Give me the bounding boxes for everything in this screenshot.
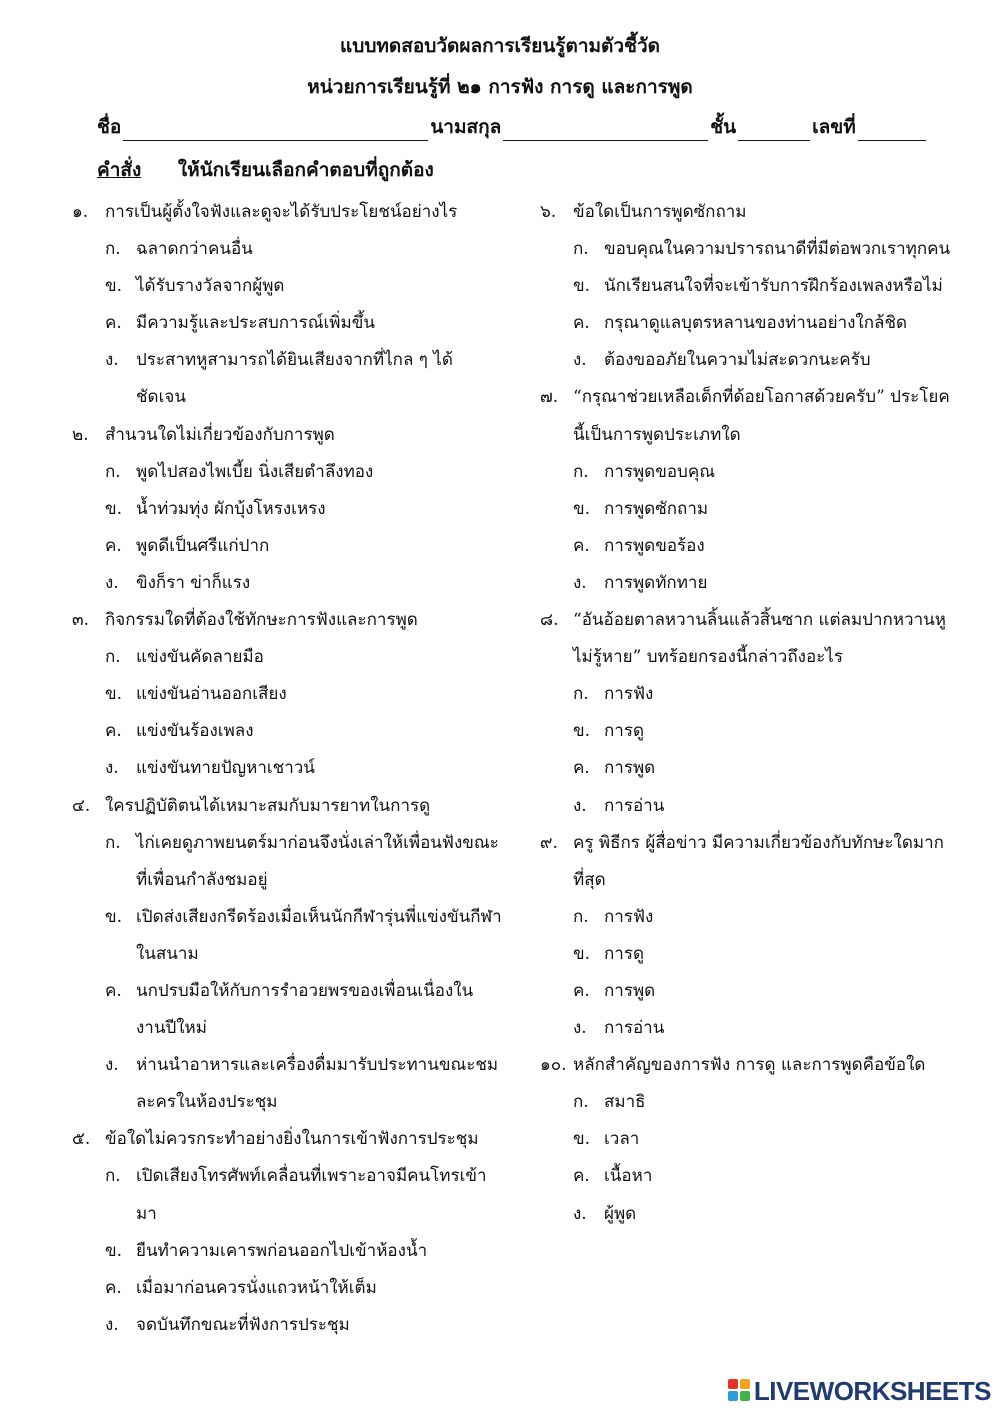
option-letter: ง.: [105, 572, 119, 593]
answer-option[interactable]: [540, 305, 955, 342]
answer-option[interactable]: [540, 1158, 955, 1195]
option-text: ผู้พูด: [604, 1203, 637, 1224]
option-text: พูดดีเป็นศรีแก่ปาก: [136, 535, 270, 556]
left-question-column: [72, 194, 502, 1344]
option-letter: ค.: [573, 758, 590, 779]
question-block: [540, 379, 955, 602]
question-text: ครู พิธีกร ผู้สื่อข่าว มีความเกี่ยวข้องกับทักษะใดมากที่สุด: [573, 832, 944, 890]
answer-option[interactable]: [540, 565, 955, 602]
answer-option[interactable]: [540, 268, 955, 305]
question-row: [540, 825, 955, 899]
option-text: มีความรู้และประสบการณ์เพิ่มขึ้น: [136, 313, 375, 334]
option-letter: ค.: [105, 721, 122, 742]
question-row: [540, 379, 955, 453]
question-number: ๑๐.: [540, 1055, 567, 1076]
question-block: [72, 602, 502, 787]
option-letter: ค.: [105, 313, 122, 334]
answer-option[interactable]: [72, 973, 502, 1047]
liveworksheets-logo: [728, 1377, 991, 1405]
option-text: การฟัง: [604, 684, 654, 705]
answer-option[interactable]: [540, 973, 955, 1010]
option-text: การพูดขอร้อง: [604, 535, 705, 556]
option-text: ยืนทำความเคารพก่อนออกไปเข้าห้องน้ำ: [136, 1240, 428, 1261]
question-number: ๔.: [72, 795, 91, 816]
option-letter: ง.: [573, 1203, 587, 1224]
option-letter: ง.: [105, 1055, 119, 1076]
option-letter: ก.: [105, 832, 121, 853]
name-label: ชื่อ: [97, 116, 122, 138]
question-row: [72, 602, 502, 639]
option-text: การพูดขอบคุณ: [604, 461, 715, 482]
option-letter: ง.: [573, 572, 587, 593]
question-block: [540, 602, 955, 825]
question-block: [540, 1047, 955, 1232]
answer-option[interactable]: [72, 639, 502, 676]
option-letter: ข.: [105, 276, 123, 297]
option-text: การพูดทักทาย: [604, 572, 708, 593]
question-row: [72, 788, 502, 825]
option-text: น้ำท่วมทุ่ง ผักบุ้งโหรงเหรง: [136, 498, 326, 519]
option-letter: ค.: [573, 313, 590, 334]
surname-field[interactable]: [503, 118, 708, 141]
answer-option[interactable]: [72, 454, 502, 491]
answer-option[interactable]: [540, 231, 955, 268]
option-text: เวลา: [604, 1129, 640, 1150]
option-letter: ค.: [573, 980, 590, 1001]
question-number: ๗.: [540, 387, 559, 408]
option-letter: ข.: [573, 276, 591, 297]
question-number: ๘.: [540, 610, 559, 631]
question-row: [540, 602, 955, 676]
option-text: ประสาทหูสามารถได้ยินเสียงจากที่ไกล ๆ ได้ชัดเจน: [136, 350, 453, 408]
answer-option[interactable]: [540, 899, 955, 936]
option-text: การดู: [604, 721, 645, 742]
question-block: [540, 194, 955, 379]
answer-option[interactable]: [540, 936, 955, 973]
page-title: แบบทดสอบวัดผลการเรียนรู้ตามตัวชี้วัด: [340, 35, 660, 57]
option-letter: ง.: [105, 758, 119, 779]
option-letter: ก.: [105, 647, 121, 668]
option-letter: ค.: [105, 980, 122, 1001]
option-text: เปิดเสียงโทรศัพท์เคลื่อนที่เพราะอาจมีคนโทรเข้ามา: [136, 1166, 487, 1224]
answer-option[interactable]: [72, 268, 502, 305]
answer-option[interactable]: [540, 1010, 955, 1047]
option-letter: ง.: [105, 1314, 119, 1335]
option-text: เปิดส่งเสียงกรีดร้องเมื่อเห็นนักกีฬารุ่นพี่แข่งขันกีฬาในสนาม: [136, 906, 502, 964]
answer-option[interactable]: [540, 528, 955, 565]
answer-option[interactable]: [540, 342, 955, 379]
question-number: ๙.: [540, 832, 558, 853]
option-text: นักเรียนสนใจที่จะเข้ารับการฝึกร้องเพลงหรือไม่: [604, 276, 943, 297]
option-text: จดบันทึกขณะที่ฟังการประชุม: [136, 1314, 350, 1335]
answer-option[interactable]: [72, 676, 502, 713]
option-letter: ก.: [573, 1092, 589, 1113]
question-text: “อันอ้อยตาลหวานลิ้นแล้วสิ้นซาก แต่ลมปากหวานหูไม่รู้หาย” บทร้อยกรองนี้กล่าวถึงอะไร: [573, 610, 946, 668]
answer-option[interactable]: [72, 342, 502, 416]
answer-option[interactable]: [72, 1270, 502, 1307]
answer-option[interactable]: [72, 565, 502, 602]
option-text: ห่านนำอาหารและเครื่องดื่มมารับประทานขณะชมละครในห้องประชุม: [136, 1055, 499, 1113]
answer-option[interactable]: [72, 1307, 502, 1344]
question-row: [540, 194, 955, 231]
question-number: ๑.: [72, 202, 89, 222]
option-text: แข่งขันทายปัญหาเชาวน์: [136, 758, 315, 779]
student-info-line: [97, 113, 932, 141]
question-text: “กรุณาช่วยเหลือเด็กที่ด้อยโอกาสด้วยครับ” ประโยคนี้เป็นการพูดประเภทใด: [573, 387, 950, 445]
question-text: ใครปฏิบัติตนได้เหมาะสมกับมารยาทในการดู: [105, 795, 431, 816]
option-text: การอ่าน: [604, 1018, 665, 1039]
option-letter: ง.: [573, 350, 587, 371]
answer-option[interactable]: [540, 491, 955, 528]
option-text: นกปรบมือให้กับการรำอวยพรของเพื่อนเนื่องในงานปีใหม่: [136, 980, 474, 1039]
class-label: ชั้น: [710, 116, 737, 138]
option-text: กรุณาดูแลบุตรหลานของท่านอย่างใกล้ชิด: [604, 313, 908, 334]
option-letter: ค.: [105, 535, 122, 556]
class-field[interactable]: [738, 118, 810, 141]
question-number: ๓.: [72, 610, 90, 631]
option-letter: ข.: [573, 1129, 591, 1150]
question-row: [72, 417, 502, 454]
question-text: การเป็นผู้ตั้งใจฟังและดูจะได้รับประโยชน์อย่างไร: [105, 202, 458, 222]
option-letter: ข.: [573, 943, 591, 964]
name-field[interactable]: [123, 118, 428, 141]
option-text: ไก่เคยดูภาพยนตร์มาก่อนจึงนั่งเล่าให้เพื่อนฟังขณะที่เพื่อนกำลังชมอยู่: [136, 832, 499, 890]
option-letter: ง.: [573, 795, 587, 816]
option-letter: ค.: [573, 1166, 590, 1187]
option-text: การพูดซักถาม: [604, 498, 709, 519]
option-text: การพูด: [604, 980, 656, 1001]
option-text: การฟัง: [604, 906, 654, 927]
question-block: [72, 194, 502, 417]
option-letter: ข.: [105, 684, 123, 705]
option-letter: ข.: [105, 498, 123, 519]
question-row: [540, 1047, 955, 1084]
number-field[interactable]: [858, 118, 926, 141]
option-text: แข่งขันร้องเพลง: [136, 721, 254, 742]
option-text: แข่งขันอ่านออกเสียง: [136, 684, 287, 705]
question-block: [72, 1121, 502, 1344]
option-text: เนื้อหา: [604, 1166, 653, 1187]
page-subtitle: หน่วยการเรียนรู้ที่ ๒๑ การฟัง การดู และการพูด: [307, 76, 693, 98]
answer-option[interactable]: [72, 231, 502, 268]
option-text: การดู: [604, 943, 645, 964]
number-label: เลขที่: [812, 116, 856, 138]
question-text: ข้อใดไม่ควรกระทำอย่างยิ่งในการเข้าฟังการประชุม: [105, 1129, 479, 1150]
option-letter: ก.: [573, 461, 589, 482]
answer-option[interactable]: [540, 676, 955, 713]
option-letter: ง.: [573, 1018, 587, 1039]
option-letter: ข.: [105, 906, 123, 927]
answer-option[interactable]: [540, 1196, 955, 1233]
question-block: [72, 417, 502, 602]
question-number: ๕.: [72, 1129, 91, 1150]
answer-option[interactable]: [72, 899, 502, 973]
question-row: [72, 1121, 502, 1158]
question-text: สำนวนใดไม่เกี่ยวข้องกับการพูด: [105, 424, 335, 445]
option-letter: ค.: [105, 1277, 122, 1298]
option-text: ฉลาดกว่าคนอื่น: [136, 239, 253, 260]
answer-option[interactable]: [72, 305, 502, 342]
option-text: ขอบคุณในความปรารถนาดีที่มีต่อพวกเราทุกคน: [604, 239, 951, 260]
answer-option[interactable]: [72, 1233, 502, 1270]
answer-option[interactable]: [540, 1084, 955, 1121]
question-text: กิจกรรมใดที่ต้องใช้ทักษะการฟังและการพูด: [105, 610, 418, 631]
right-question-column: [540, 194, 955, 1233]
instruction: [97, 157, 434, 183]
question-text: ข้อใดเป็นการพูดซักถาม: [573, 202, 747, 222]
option-text: เมื่อมาก่อนควรนั่งแถวหน้าให้เต็ม: [136, 1277, 377, 1298]
option-text: การพูด: [604, 758, 656, 779]
question-number: ๖.: [540, 202, 557, 222]
answer-option[interactable]: [540, 788, 955, 825]
option-letter: ข.: [105, 1240, 123, 1261]
option-text: ได้รับรางวัลจากผู้พูด: [136, 276, 285, 297]
answer-option[interactable]: [72, 713, 502, 750]
answer-option[interactable]: [540, 750, 955, 787]
instruction-label: คำสั่ง: [97, 159, 142, 181]
option-text: การอ่าน: [604, 795, 665, 816]
option-text: แข่งขันคัดลายมือ: [136, 647, 264, 668]
option-letter: ก.: [573, 684, 589, 705]
question-row: [72, 194, 502, 231]
liveworksheets-text: LIVEWORKSHEETS: [753, 1375, 991, 1406]
option-letter: ก.: [105, 1166, 121, 1187]
answer-option[interactable]: [72, 825, 502, 899]
liveworksheets-badge-icon: [728, 1379, 752, 1403]
question-number: ๒.: [72, 424, 89, 445]
answer-option[interactable]: [540, 713, 955, 750]
option-letter: ข.: [573, 498, 591, 519]
option-text: ขิงก็รา ข่าก็แรง: [136, 572, 251, 593]
answer-option[interactable]: [72, 750, 502, 787]
answer-option[interactable]: [72, 1158, 502, 1232]
answer-option[interactable]: [72, 528, 502, 565]
option-letter: ก.: [105, 239, 121, 260]
answer-option[interactable]: [540, 454, 955, 491]
question-text: หลักสำคัญของการฟัง การดู และการพูดคือข้อใด: [573, 1055, 926, 1076]
option-letter: ง.: [105, 350, 119, 371]
option-letter: ก.: [573, 906, 589, 927]
option-letter: ข.: [573, 721, 591, 742]
answer-option[interactable]: [72, 1047, 502, 1121]
answer-option[interactable]: [540, 1121, 955, 1158]
option-text: ต้องขออภัยในความไม่สะดวกนะครับ: [604, 350, 871, 371]
option-letter: ค.: [573, 535, 590, 556]
answer-option[interactable]: [72, 491, 502, 528]
question-block: [540, 825, 955, 1048]
option-text: สมาธิ: [604, 1092, 646, 1113]
surname-label: นามสกุล: [430, 116, 502, 138]
option-letter: ก.: [573, 239, 589, 260]
option-text: พูดไปสองไพเบี้ย นิ่งเสียตำลึงทอง: [136, 461, 374, 482]
instruction-text: ให้นักเรียนเลือกคำตอบที่ถูกต้อง: [177, 159, 434, 181]
option-letter: ก.: [105, 461, 121, 482]
question-block: [72, 788, 502, 1122]
